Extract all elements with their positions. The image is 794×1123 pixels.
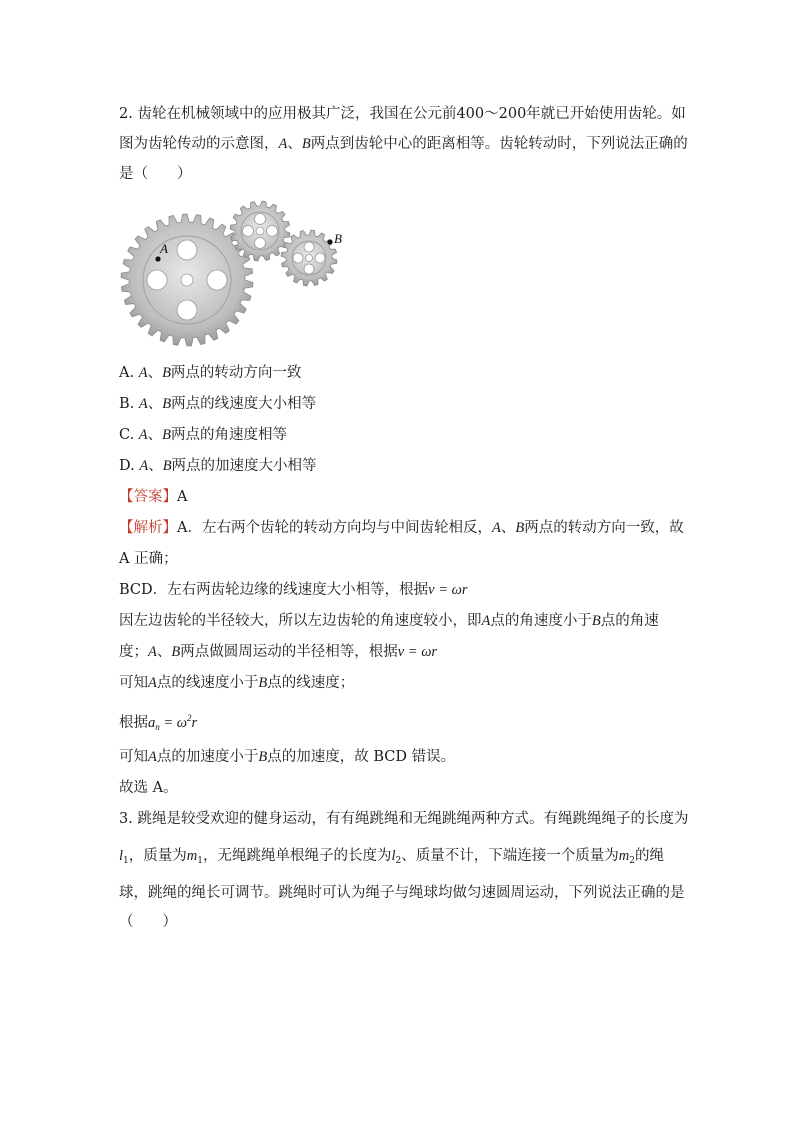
analysis-line-6: 可知A点的线速度小于B点的线速度； (119, 675, 355, 691)
gear-hub (306, 255, 313, 262)
formula-an: $a_n = \omega^2r$ (148, 713, 198, 732)
gear-hole (177, 300, 197, 320)
point-a-label: A (160, 241, 168, 256)
gear-hole (267, 226, 278, 237)
gear-hub (256, 227, 264, 235)
large-gear (121, 214, 253, 346)
gears-figure (118, 196, 358, 348)
gear-hole (207, 270, 227, 290)
analysis-line-4: 因左边齿轮的半径较大，所以左边齿轮的角速度较小，即A点的角速度小于B点的角速 (119, 613, 659, 629)
q3-line-4: （ ） (119, 914, 177, 930)
q2-line-2: 图为齿轮传动的示意图，A、B两点到齿轮中心的距离相等。齿轮转动时，下列说法正确的 (119, 136, 688, 152)
analysis-line-7: 根据$a_n = \omega^2r$ (119, 713, 198, 732)
option-b: B. A、B两点的线速度大小相等 (119, 396, 317, 412)
gear-hub (181, 274, 193, 286)
gear-hole (255, 214, 266, 225)
small-gear (281, 230, 337, 286)
analysis-line-8: 可知A点的加速度小于B点的加速度，故 BCD 错误。 (119, 749, 456, 765)
q2-line-3: 是（ ） (119, 166, 192, 182)
option-d: D. A、B两点的加速度大小相等 (119, 458, 317, 474)
q3-line-3: 球，跳绳的绳长可调节。跳绳时可认为绳子与绳球均做匀速圆周运动，下列说法正确的是 (119, 885, 685, 901)
analysis-line-1: 【解析】A．左右两个齿轮的转动方向均与中间齿轮相反，A、B两点的转动方向一致，故 (119, 520, 684, 536)
q2-line-1: 2. 齿轮在机械领域中的应用极其广泛，我国在公元前400～200年就已开始使用齿轮。如 (119, 106, 686, 122)
point-a-dot (155, 256, 160, 261)
gear-hole (315, 253, 325, 263)
gear-hole (177, 240, 197, 260)
gear-hole (255, 238, 266, 249)
gear-hole (293, 253, 303, 263)
q3-line-2: $l_1$，质量为$m_1$，无绳跳绳单根绳子的长度为$l_2$、质量不计，下端连接一个质量为$m_2$的绳 (119, 848, 664, 866)
gear-hole (147, 270, 167, 290)
point-b-label: B (334, 231, 342, 246)
answer-line: 【答案】A (119, 489, 188, 505)
analysis-line-5: 度；A、B两点做圆周运动的半径相等，根据v = ωr (119, 644, 438, 660)
analysis-line-2: A 正确； (119, 551, 178, 567)
analysis-line-9: 故选 A。 (119, 780, 178, 796)
q3-line-1: 3. 跳绳是较受欢迎的健身运动，有有绳跳绳和无绳跳绳两种方式。有绳跳绳绳子的长度为 (119, 811, 689, 827)
gear-hole (243, 226, 254, 237)
gear-hole (304, 264, 314, 274)
gear-hole (304, 242, 314, 252)
analysis-line-3: BCD．左右两齿轮边缘的线速度大小相等，根据v = ωr (119, 582, 468, 598)
point-b-dot (327, 239, 332, 244)
option-a: A. A、B两点的转动方向一致 (119, 365, 302, 381)
option-c: C. A、B两点的角速度相等 (119, 427, 288, 443)
